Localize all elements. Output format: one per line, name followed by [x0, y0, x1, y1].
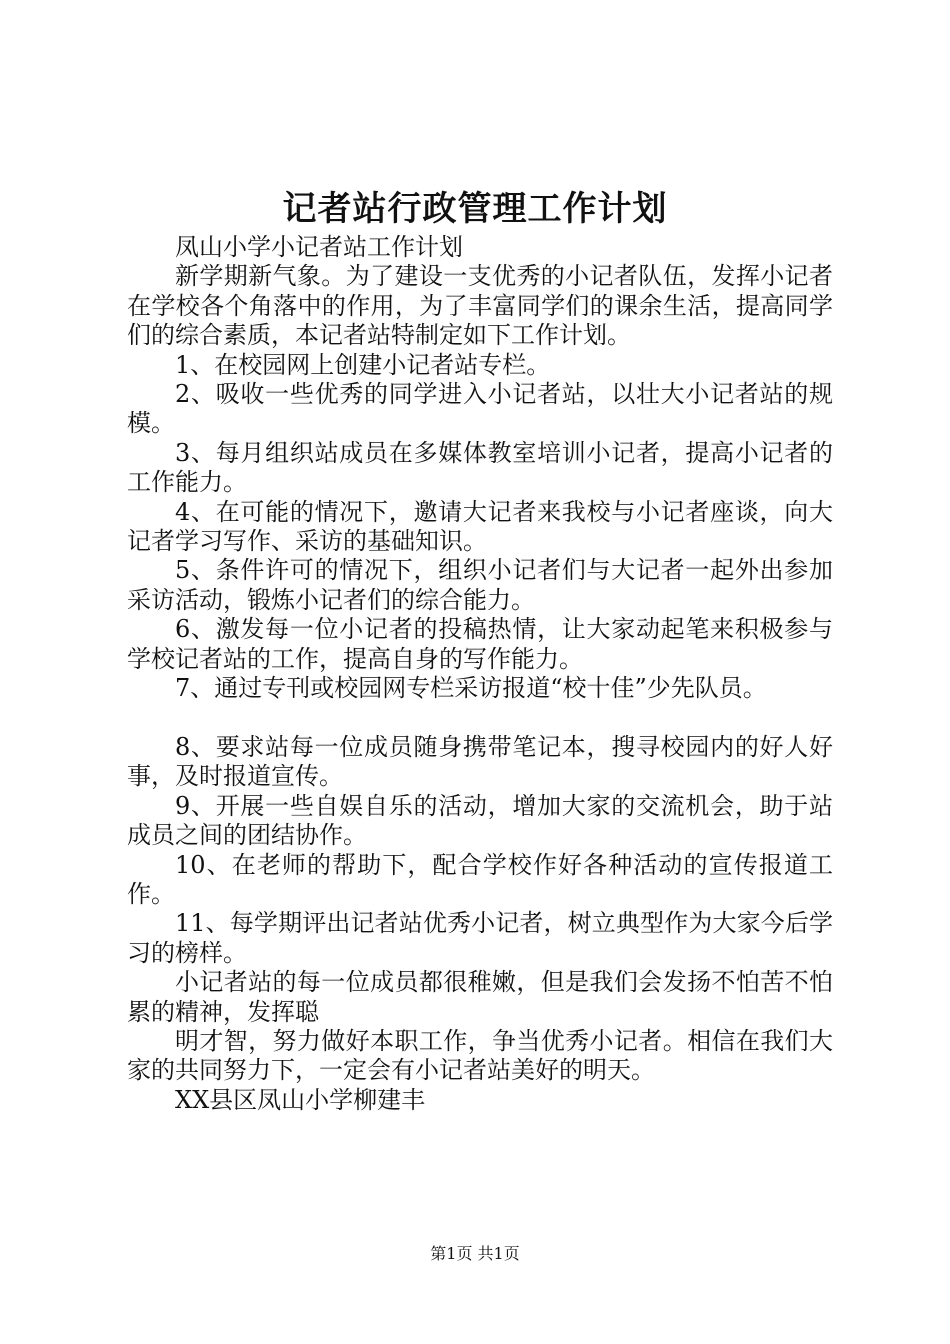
page-footer: 第1页 共1页 — [430, 1244, 520, 1263]
paragraph-item-5: 5、条件许可的情况下，组织小记者们与大记者一起外出参加采访活动，锻炼小记者们的综合能力。 — [127, 556, 833, 614]
blank-line — [127, 704, 833, 733]
paragraph-item-10: 10、在老师的帮助下，配合学校作好各种活动的宣传报道工作。 — [127, 850, 833, 908]
paragraph-item-1: 1、在校园网上创建小记者站专栏。 — [175, 350, 551, 379]
paragraph-item-3: 3、每月组织站成员在多媒体教室培训小记者，提高小记者的工作能力。 — [127, 438, 833, 497]
paragraph-item-4: 4、在可能的情况下，邀请大记者来我校与小记者座谈，向大记者学习写作、采访的基础知识。 — [127, 497, 833, 556]
paragraph-item-6: 6、激发每一位小记者的投稿热情，让大家动起笔来积极参与学校记者站的工作，提高自身的写作能力。 — [127, 615, 833, 673]
paragraph-intro: 新学期新气象。为了建设一支优秀的小记者队伍，发挥小记者在学校各个角落中的作用，为了丰富同学们的课余生活，提高同学们的综合素质，本记者站特制定如下工作计划。 — [127, 262, 833, 350]
paragraph-item-11: 11、每学期评出记者站优秀小记者，树立典型作为大家今后学习的榜样。 — [127, 909, 833, 967]
paragraph-item-2: 2、吸收一些优秀的同学进入小记者站，以壮大小记者站的规模。 — [127, 380, 833, 438]
paragraph-closing-1: 小记者站的每一位成员都很稚嫩，但是我们会发扬不怕苦不怕累的精神，发挥聪 — [127, 968, 833, 1026]
paragraph-item-8: 8、要求站每一位成员随身携带笔记本，搜寻校园内的好人好事，及时报道宣传。 — [127, 732, 833, 791]
paragraph-subtitle: 凤山小学小记者站工作计划 — [175, 233, 463, 261]
document-body — [127, 233, 833, 1115]
paragraph-closing-2: 明才智，努力做好本职工作，争当优秀小记者。相信在我们大家的共同努力下，一定会有小记者站美好的明天。 — [127, 1026, 833, 1085]
paragraph-item-7: 7、通过专刊或校园网专栏采访报道“校十佳”少先队员。 — [175, 674, 767, 703]
paragraph-item-9: 9、开展一些自娱自乐的活动，增加大家的交流机会，助于站成员之间的团结协作。 — [127, 791, 833, 850]
paragraph-signature: XX县区凤山小学柳建丰 — [175, 1085, 426, 1114]
document-title: 记者站行政管理工作计划 — [282, 189, 668, 229]
